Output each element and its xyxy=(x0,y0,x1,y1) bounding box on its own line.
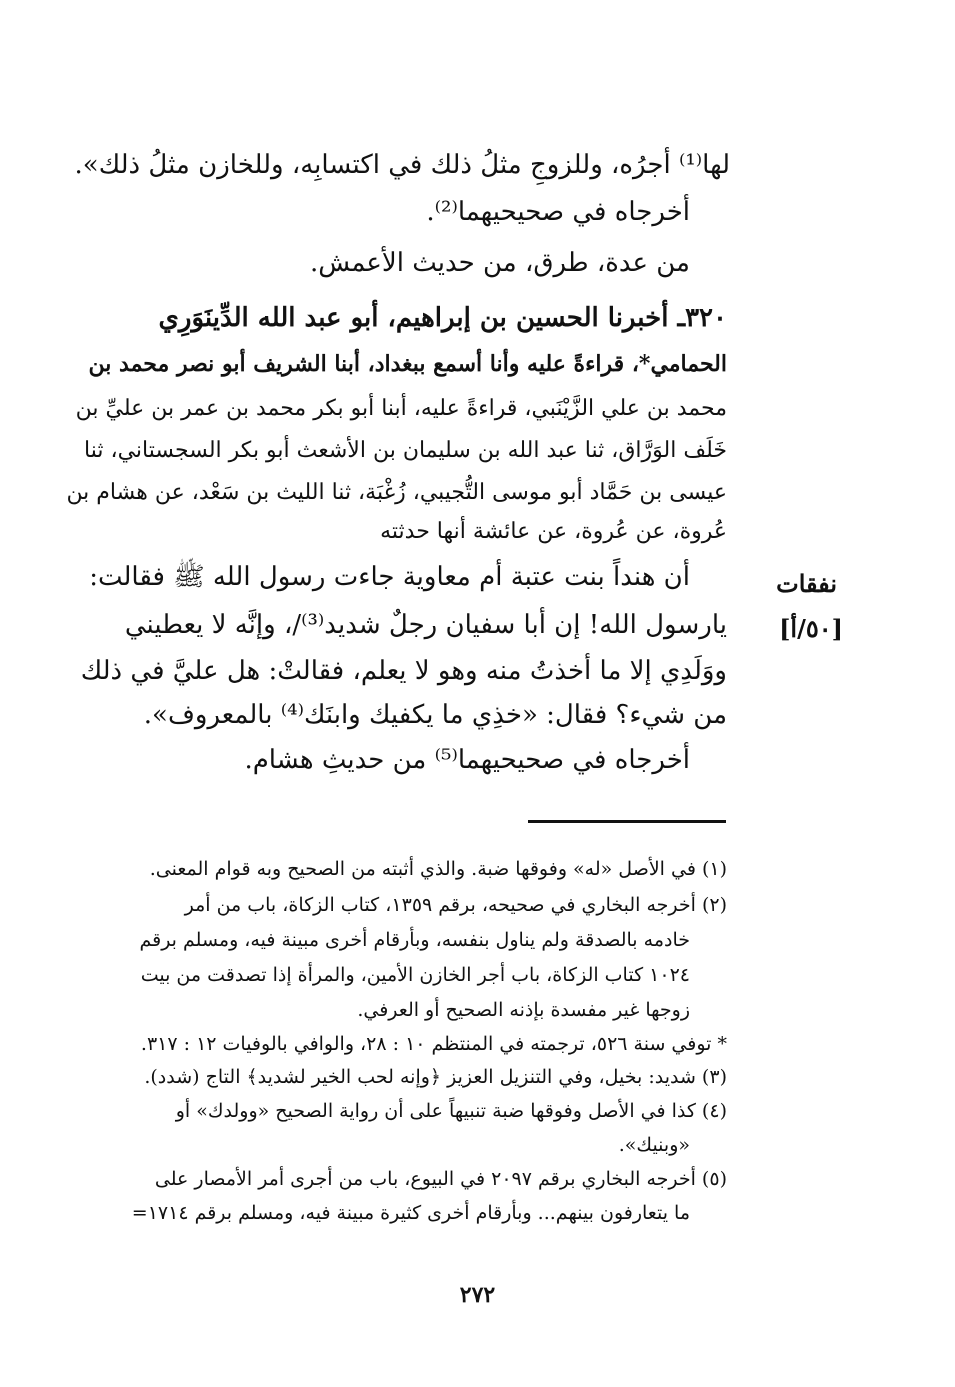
matn-line: ووَلَدِي إلا ما أخذتُ منه وهو لا يعلم، فقالتْ: هل عليَّ في ذلك xyxy=(80,656,727,686)
isnad-line: عيسى بن حَمَّاد أبو موسى التُّجيبي، زُغْبَة، ثنا الليث بن سَعْد، عن هشام بن xyxy=(66,480,727,505)
main-text-line: من عدة، طرق، من حديث الأعمش. xyxy=(309,248,690,278)
footnote-line: (٣) شديد: بخيل، وفي التنزيل العزيز ﴿وإنه لحب الخير لشديد﴾ التاج (شدد). xyxy=(144,1066,727,1088)
footnote-line: ما يتعارفون بينهم... وبأرقام أخرى كثيرة مبينة فيه، ومسلم برقم ١٧١٤= xyxy=(131,1202,690,1224)
footnote-line: زوجها غير مفسدة بإذنه الصحيح أو العرفي. xyxy=(357,999,690,1021)
hadith-heading: ٣٢٠ـ أخبرنا الحسين بن إبراهيم، أبو عبد الله الدِّينَوَرِي xyxy=(158,303,727,333)
footnote-line: (٥) أخرجه البخاري برقم ٢٠٩٧ في البيوع، باب من أجرى أمر الأمصار على xyxy=(154,1168,727,1190)
matn-line: يارسول الله! إن أبا سفيان رجلٌ شديد⁽³⁾/، وإنَّه لا يعطيني xyxy=(124,610,727,640)
matn-line: أخرجاه في صحيحيهما⁽⁵⁾ من حديثِ هشام. xyxy=(244,745,690,775)
main-text-line: لها⁽¹⁾ أجرُه، وللزوجِ مثلُ ذلك في اكتسابِه، وللخازن مثلُ ذلك». xyxy=(74,150,730,180)
footnote-rule xyxy=(528,820,726,823)
footnote-line: (٢) أخرجه البخاري في صحيحه، برقم ١٣٥٩، كتاب الزكاة، باب من أمر xyxy=(184,894,727,916)
footnote-line: * توفي سنة ٥٢٦، ترجمته في المنتظم ١٠ : ٢٨، والوافي بالوفيات ١٢ : ٣١٧. xyxy=(140,1033,727,1055)
margin-topic: نفقات xyxy=(776,569,837,598)
page-number: ٢٧٢ xyxy=(459,1282,496,1308)
footnote-line: خادمه بالصدقة ولم يناول بنفسه، وبأرقام أخرى مبينة فيه، ومسلم برقم xyxy=(139,929,690,951)
isnad-line: عُروة، عن عُروة، عن عائشة أنها حدثته xyxy=(380,519,727,544)
matn-line: أن هنداً بنت عتبة أم معاوية جاءت رسول الله ﷺ فقالت: xyxy=(89,562,690,592)
footnote-line: «وبنيك». xyxy=(618,1134,690,1156)
isnad-line: الحمامي*، قراءةً عليه وأنا أسمع ببغداد، أبنا الشريف أبو نصر محمد بن xyxy=(88,351,727,377)
main-text-line: أخرجاه في صحيحيهما⁽²⁾. xyxy=(426,197,690,227)
isnad-line: محمد بن علي الزَّيْنَبي، قراءةً عليه، أبنا أبو بكر محمد بن عمر بن عليِّ بن xyxy=(75,396,727,421)
margin-folio: [٥٠/أ] xyxy=(779,614,843,643)
footnote-line: (٤) كذا في الأصل وفوقها ضبة تنبيهاً على أن رواية الصحيح «وولدك» أو xyxy=(175,1100,727,1122)
footnote-line: (١) في الأصل «له» وفوقها ضبة. والذي أثبته من الصحيح وبه قوام المعنى. xyxy=(149,858,727,880)
footnote-line: ١٠٢٤ كتاب الزكاة، باب أجر الخازن الأمين، والمرأة إذا تصدقت من بيت xyxy=(140,964,690,986)
matn-line: من شيء؟ فقال: «خذِي ما يكفيك وابنَك⁽⁴⁾ بالمعروف». xyxy=(143,700,727,730)
isnad-line: خَلَف الوَرَّاق، ثنا عبد الله بن سليمان بن الأشعث أبو بكر السجستاني، ثنا xyxy=(84,438,727,463)
